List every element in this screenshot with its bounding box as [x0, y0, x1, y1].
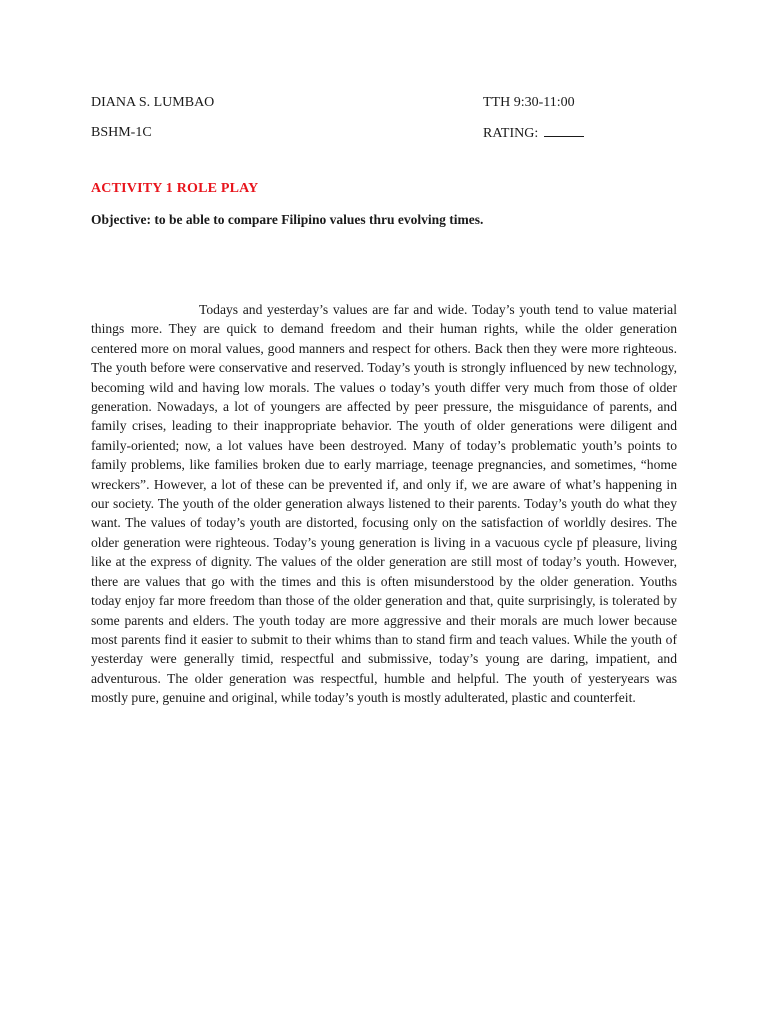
course-section: BSHM-1C	[91, 125, 152, 140]
objective-statement: Objective: to be able to compare Filipino values thru evolving times.	[91, 212, 484, 227]
student-name: DIANA S. LUMBAO	[91, 95, 215, 110]
rating-blank-line	[544, 124, 584, 137]
activity-title: ACTIVITY 1 ROLE PLAY	[91, 181, 259, 196]
rating-field	[483, 124, 584, 143]
class-schedule: TTH 9:30-11:00	[483, 95, 575, 110]
essay-text: Todays and yesterday’s values are far and wide. Today’s youth tend to value material things more. They are quick to demand freedom and their human rights, while the older generation centered more on moral values, good manners and respect for others. Back then they were more righteous. The youth before were conservative and reserved. Today’s youth is strongly influenced by new technology, becoming wild and having low morals. The values o today’s youth differ very much from those of older generation. Nowadays, a lot of youngers are affected by peer pressure, the misguidance of parents, and family crises, leading to their inappropriate behavior. The youth of older generations were diligent and family-oriented; now, a lot values have been destroyed. Many of today’s problematic youth’s points to family problems, like families broken due to early marriage, teenage pregnancies, and sometimes, “home wreckers”. However, a lot of these can be prevented if, and only if, we are aware of what’s happening in our society. The youth of the older generation always listened to their parents. Today’s youth do what they want. The values of today’s youth are distorted, focusing only on the satisfaction of worldly desires. The older generation were righteous. Today’s young generation is living in a vacuous cycle pf pleasure, living like at the express of dignity. The values of the older generation are still most of today’s youth. However, there are values that go with the times and this is often misunderstood by the older generation. Youths today enjoy far more freedom than those of the older generation and that, quite surprisingly, is tolerated by some parents and elders. The youth today are more aggressive and their morals are much lower because most parents find it easier to submit to their whims than to stand firm and teach values. While the youth of yesterday were generally timid, respectful and submissive, today’s young are daring, impatient, and adventurous. The older generation was respectful, humble and helpful. The youth of yesteryears was mostly pure, genuine and original, while today’s youth is mostly adulterated, plastic and counterfeit.	[91, 302, 677, 706]
essay-paragraph	[91, 300, 677, 708]
rating-label: RATING:	[483, 126, 539, 141]
